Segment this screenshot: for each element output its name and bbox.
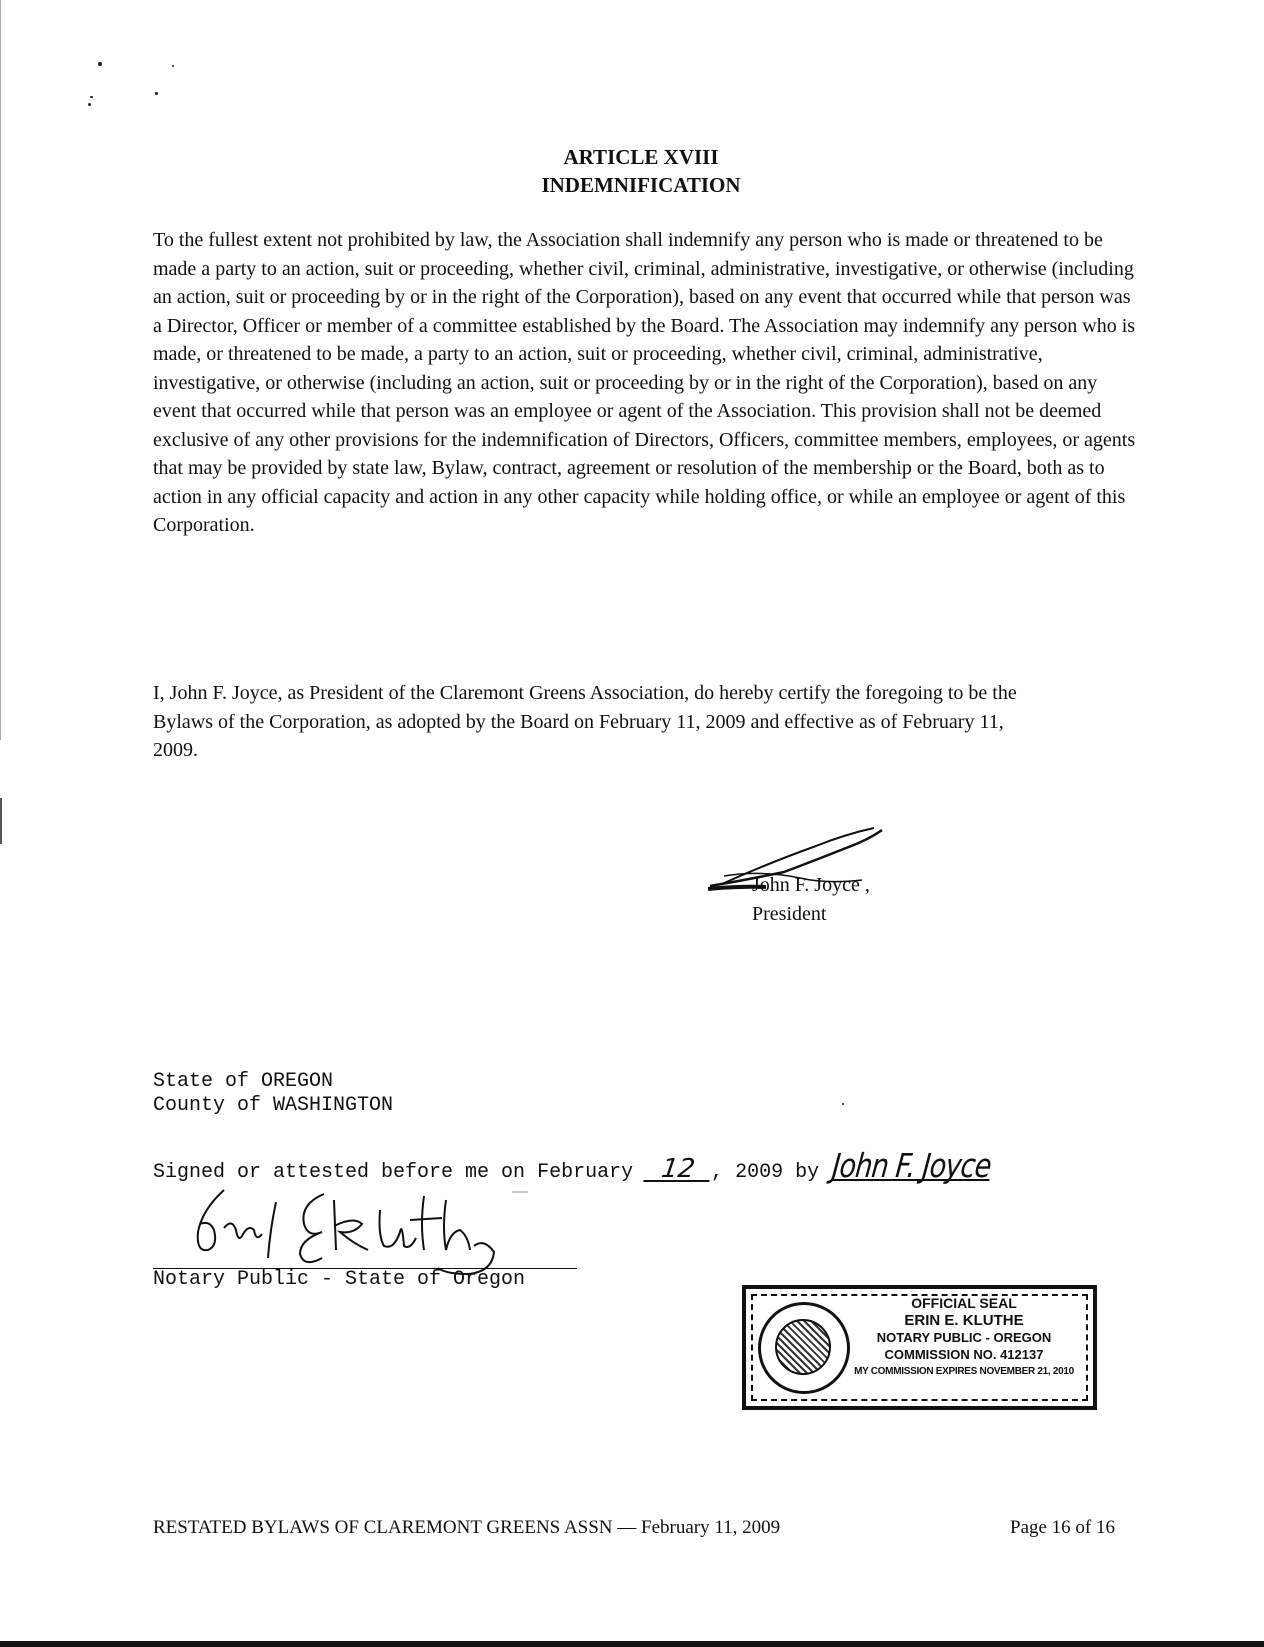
oregon-state-seal-icon	[758, 1302, 850, 1394]
attest-suffix: , 2009 by	[711, 1161, 820, 1184]
indemnification-paragraph: To the fullest extent not prohibited by law, the Association shall indemnify any person who is made or threatened to be made a party to an action, suit or proceeding, whether civil, criminal, administrative, investigative, or otherwise (including an action, suit or proceeding by or in the right of the Corporation), based on any event that occurred while that person was a Director, Officer or member of a committee established by the Board. The Association may indemnify any person who is made, or threatened to be made, a party to an action, suit or proceeding, whether civil, criminal, administrative, investigative, or otherwise (including an action, suit or proceeding by or in the right of the Corporation), based on any event that occurred while that person was an employee or agent of the Association. This provision shall not be deemed exclusive of any other provisions for the indemnification of Directors, Officers, committee members, employees, or agents that may be provided by state law, Bylaw, contract, agreement or resolution of the membership or the Board, both as to action in any official capacity and action in any other capacity while holding office, or while an employee or agent of this Corporation.	[153, 229, 1136, 536]
scan-edge	[0, 798, 2, 844]
seal-line-1: OFFICIAL SEAL	[911, 1295, 1017, 1311]
article-number: ARTICLE XVIII	[563, 145, 719, 169]
seal-line-2: ERIN E. KLUTHE	[904, 1312, 1024, 1329]
seal-line-3: NOTARY PUBLIC - OREGON	[876, 1330, 1052, 1345]
president-title: President	[752, 903, 827, 925]
certification-paragraph: I, John F. Joyce, as President of the Claremont Greens Association, do hereby certify the foregoing to be the Bylaws of the Corporation, as adopted by the Board on February 11, 2009 and effective as of February 11, 2009.	[153, 682, 1017, 761]
notary-state-line: State of OREGON	[153, 1070, 334, 1093]
scan-edge	[0, 0, 1, 740]
official-notary-seal	[742, 1285, 1097, 1410]
attest-day: 12	[643, 1158, 712, 1182]
notary-county-line: County of WASHINGTON	[153, 1094, 394, 1117]
seal-text	[844, 1295, 1084, 1380]
scan-edge-bottom	[0, 1641, 1264, 1647]
president-name: John F. Joyce ,	[752, 874, 870, 896]
article-title: INDEMNIFICATION	[541, 173, 741, 197]
scan-speck	[842, 1103, 844, 1105]
seal-line-5: MY COMMISSION EXPIRES NOVEMBER 21, 2010	[854, 1366, 1074, 1377]
notary-public-line: Notary Public - State of Oregon	[153, 1268, 526, 1291]
scan-speck	[98, 62, 102, 66]
scan-speck	[90, 96, 93, 98]
notary-signature	[184, 1180, 544, 1280]
scan-speck	[172, 65, 174, 67]
scan-speck	[155, 92, 158, 95]
attest-prefix: Signed or attested before me on February	[153, 1161, 634, 1184]
seal-line-4: COMMISSION NO. 412137	[884, 1347, 1044, 1362]
footer-document-title: RESTATED BYLAWS OF CLAREMONT GREENS ASSN — February 11, 2009	[153, 1517, 781, 1538]
attest-signer: John F. Joyce	[830, 1146, 993, 1185]
seal-emblem-center	[775, 1319, 831, 1375]
footer-page-number: Page 16 of 16	[1010, 1517, 1116, 1538]
scan-speck	[88, 103, 91, 106]
